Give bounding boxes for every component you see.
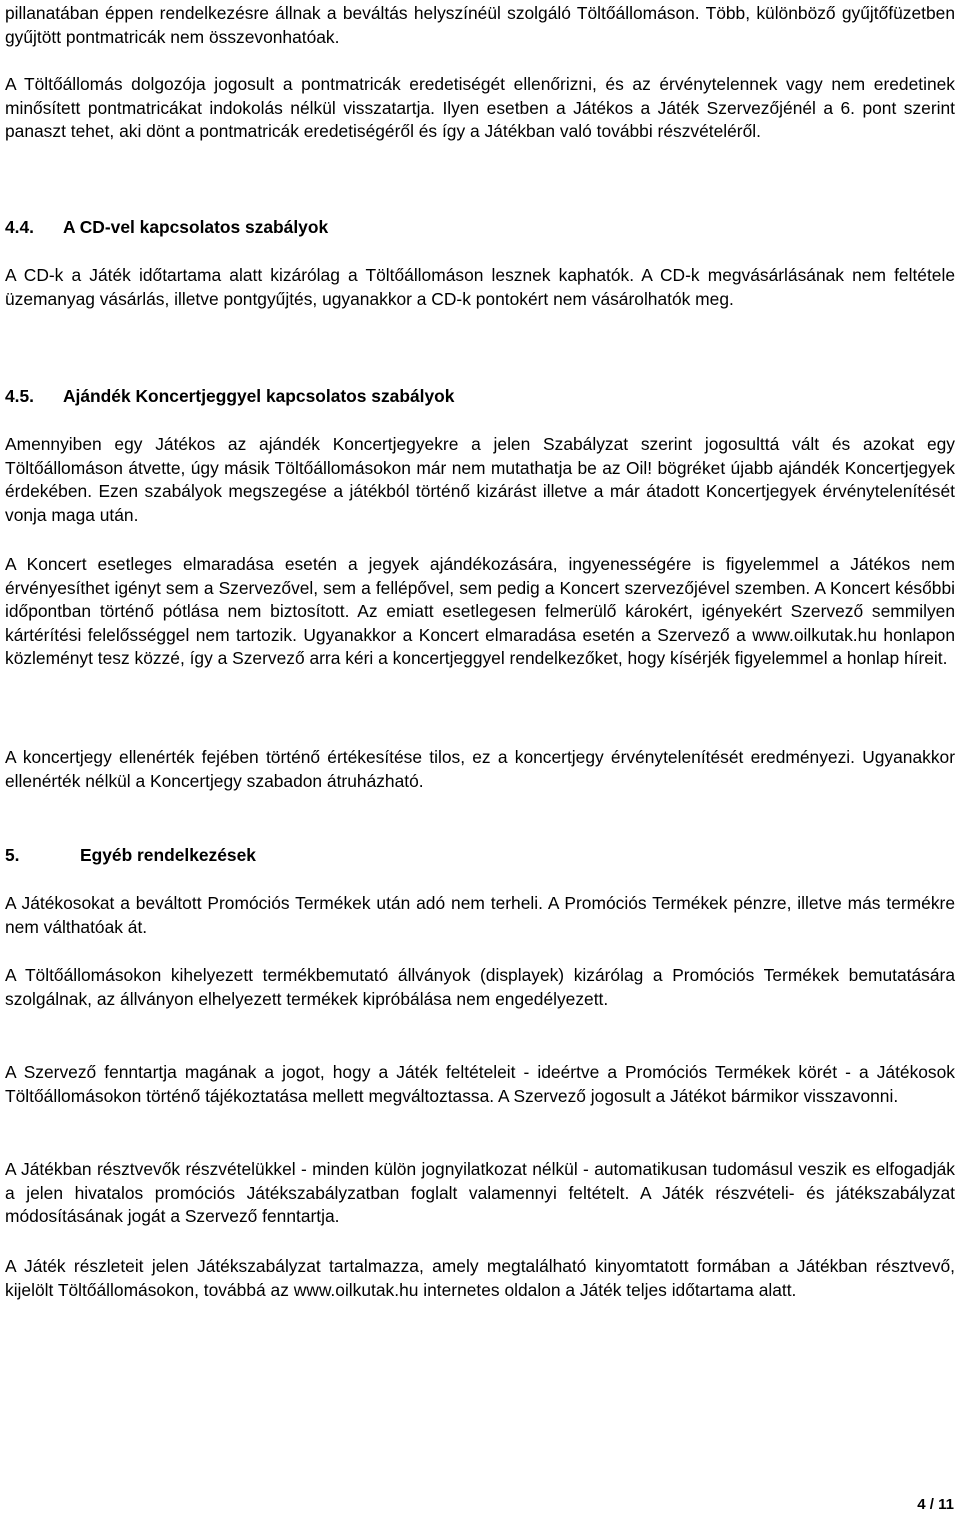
paragraph-ticket-resale [5,746,955,793]
paragraph-text: A koncertjegy ellenérték fejében történő értékesítése tilos, ez a koncertjegy érvénytelenítését eredményezi. Ugyanakkor ellenérték nélkül a Koncertjegy szabadon átruházható. [5,747,955,791]
paragraph-text: Amennyiben egy Játékos az ajándék Koncertjegyekre a jelen Szabályzat szerint jogosulttá vált és azokat egy Töltőállomáson átvette, úgy másik Töltőállomásokon már nem mutathatja be az Oil! bögréket újabb ajándék Koncertjegyek érdekében. Ezen szabályok megszegése a játékból történő kizárást illetve a már átadott Koncertjegyek érvénytelenítését vonja maga után. [5,434,955,525]
paragraph-text: A Játék részleteit jelen Játékszabályzat tartalmazza, amely megtalálható kinyomtatott formában a Játékban résztvevő, kijelölt Töltőállomásokon, továbbá az www.oilkutak.hu internetes oldalon a Játék teljes időtartama alatt. [5,1256,955,1300]
paragraph-text: A Játékban résztvevők részvételükkel - minden külön jognyilatkozat nélkül - automatikusan tudomásul veszik es elfogadják a jelen hivatalos promóciós Játékszabályzatban foglalt valamennyi feltételt. A Játék részvételi- és játékszabályzat módosításának jogát a Szervező fenntartja. [5,1159,955,1227]
paragraph-redemption-continued [5,2,955,49]
paragraph-text: pillanatában éppen rendelkezésre állnak a beváltás helyszínéül szolgáló Töltőállomáson. Több, különböző gyűjtőfüzetben gyűjtött pontmatricák nem összevonhatóak. [5,3,955,47]
paragraph-concert-ticket-rules [5,433,955,527]
paragraph-text: A Játékosokat a beváltott Promóciós Termékek után adó nem terheli. A Promóciós Termékek pénzre, illetve más termékre nem válthatóak át. [5,893,955,937]
heading-4-4 [5,216,955,240]
paragraph-tax-exchange [5,892,955,939]
paragraph-rules-availability [5,1255,955,1302]
paragraph-text: A CD-k a Játék időtartama alatt kizárólag a Töltőállomáson lesznek kaphatók. A CD-k megvásárlásának nem feltétele üzemanyag vásárlás, illetve pontgyűjtés, ugyanakkor a CD-k pontokért nem vásárolhatók meg. [5,265,955,309]
heading-title: Egyéb rendelkezések [80,845,256,865]
paragraph-sticker-verification [5,73,955,144]
paragraph-displays [5,964,955,1011]
heading-number: 4.5. [5,386,35,406]
heading-title: A CD-vel kapcsolatos szabályok [63,217,329,237]
paragraph-organizer-rights [5,1061,955,1108]
paragraph-concert-cancellation [5,553,955,671]
heading-title: Ajándék Koncertjeggyel kapcsolatos szabályok [63,386,455,406]
paragraph-participant-acceptance [5,1158,955,1229]
heading-4-5 [5,385,955,409]
paragraph-cd-rules [5,264,955,311]
paragraph-text: A Szervező fenntartja magának a jogot, hogy a Játék feltételeit - ideértve a Promóciós Termékek körét - a Játékosok Töltőállomásokon történő tájékoztatása mellett megváltoztassa. A Szervező jogosult a Játékot bármikor visszavonni. [5,1062,955,1106]
heading-number: 5. [5,845,20,865]
heading-5 [5,844,955,868]
page-number: 4 / 11 [917,1496,954,1513]
paragraph-text: A Koncert esetleges elmaradása esetén a jegyek ajándékozására, ingyenességére is figyelemmel a Játékos nem érvényesíthet igényt sem a Szervezővel, sem a fellépővel, sem pedig a Koncert szervezőjével szemben. A Koncert későbbi időpontban történő pótlása nem biztosított. Az emiatt esetlegesen felmerülő károkért, igényekért Szervező semmilyen kártérítési felelősséggel nem tartozik. Ugyanakkor a Koncert elmaradása esetén a Szervező a www.oilkutak.hu honlapon közleményt tesz közzé, így a Szervező arra kéri a koncertjeggyel rendelkezőket, hogy kísérjék figyelemmel a honlap híreit. [5,554,955,669]
heading-number: 4.4. [5,217,35,237]
paragraph-text: A Töltőállomásokon kihelyezett termékbemutató állványok (displayek) kizárólag a Promóciós Termékek bemutatására szolgálnak, az állványon elhelyezett termékek kipróbálása nem engedélyezett. [5,965,955,1009]
paragraph-text: A Töltőállomás dolgozója jogosult a pontmatricák eredetiségét ellenőrizni, és az érvénytelennek vagy nem eredetinek minősített pontmatricákat indokolás nélkül visszatartja. Ilyen esetben a Játékos a Játék Szervezőjénél a 6. pont szerint panaszt tehet, aki dönt a pontmatricák eredetiségéről és így a Játékban való további részvételéről. [5,74,955,142]
